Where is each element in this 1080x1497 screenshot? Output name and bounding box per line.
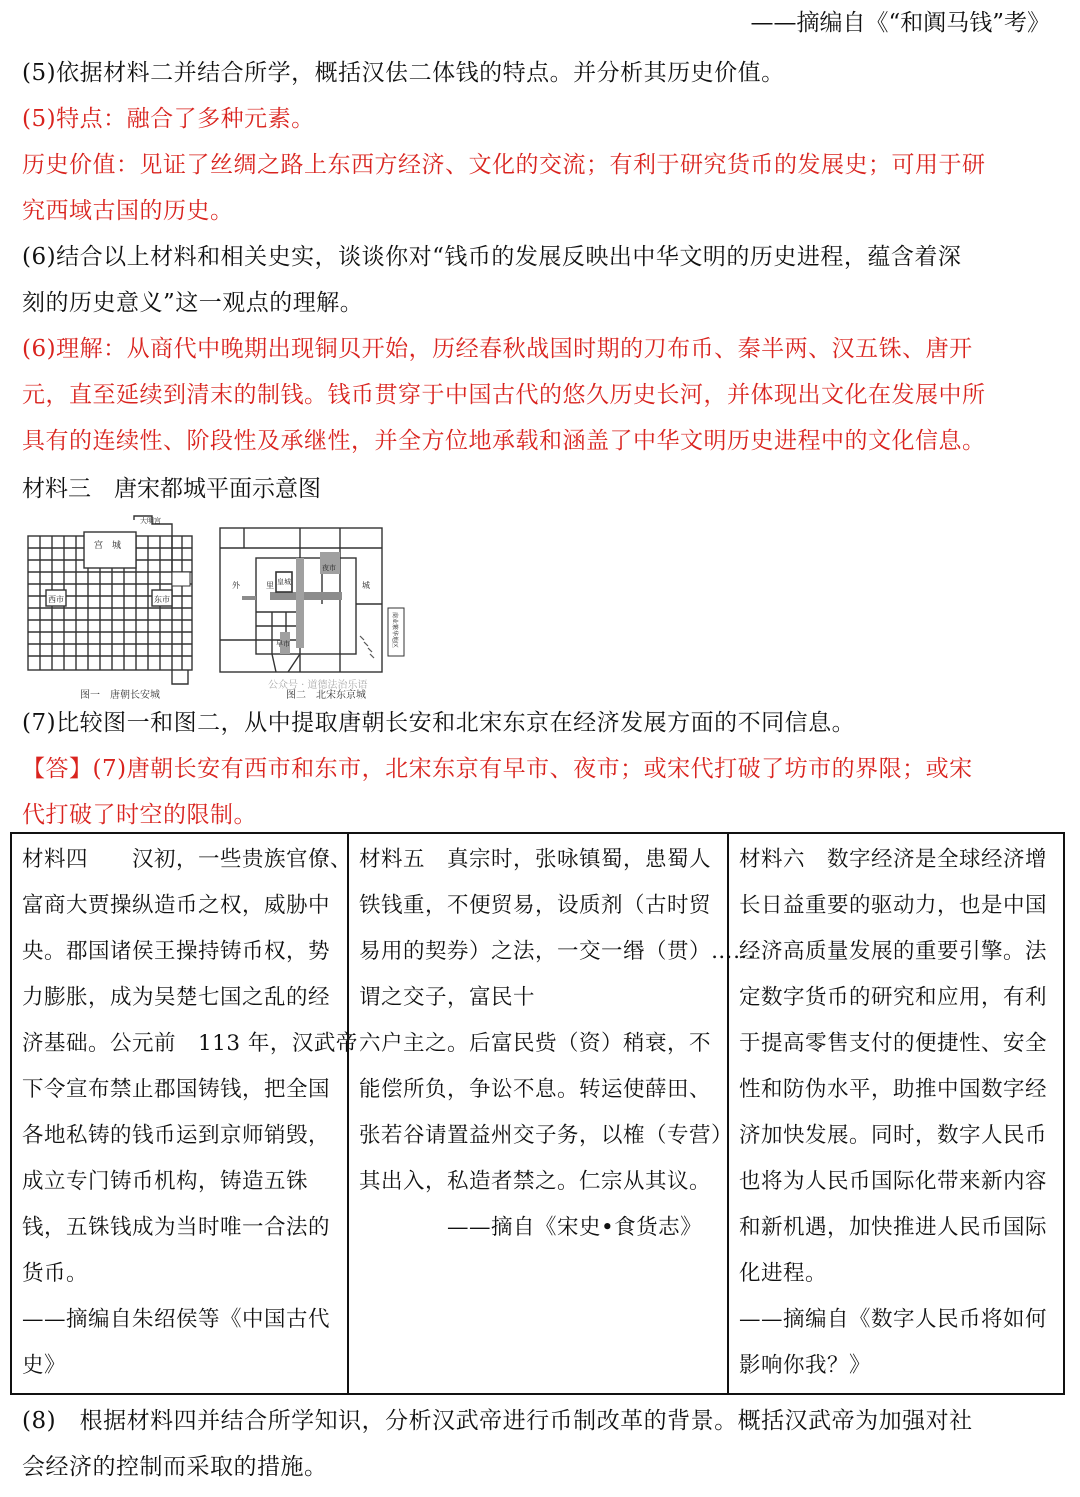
answer-7-line: 代打破了时空的限制。 (22, 802, 257, 828)
material-4-line: 材料四 汉初，一些贵族官僚、 (22, 847, 353, 872)
material-4-line: 力膨胀，成为吴楚七国之乱的经 (22, 985, 331, 1010)
answer-6-line: 元，直至延续到清末的制钱。钱币贯穿于中国古代的悠久历史长河，并体现出文化在发展中所 (22, 382, 986, 408)
label-commercial-area: 商业繁华地区 (391, 612, 398, 649)
material-6-source: ——摘编自《数字人民币将如何 (739, 1307, 1048, 1332)
material-5-line: 材料五 真宗时，张咏镇蜀，患蜀人 (359, 847, 712, 872)
material-4-cell (12, 834, 358, 1393)
watermark: 公众号 · 道德法治乐语 (268, 680, 368, 691)
answer-5-line: 究西域古国的历史。 (22, 198, 234, 224)
material-4-line: 钱，五铢钱成为当时唯一合法的 (22, 1215, 331, 1240)
material-6-cell (727, 834, 1063, 1393)
material-4-line: 央。郡国诸侯王操持铸币权，势 (22, 939, 331, 964)
changan-grid-figure (22, 512, 202, 698)
question-7: (7)比较图一和图二，从中提取唐朝长安和北宋东京在经济发展方面的不同信息。 (22, 710, 856, 736)
answer-5-line: 历史价值：见证了丝绸之路上东西方经济、文化的交流；有利于研究货币的发展史；可用于研 (22, 152, 986, 178)
material-5-cell (347, 834, 756, 1393)
label-east-market: 东市 (154, 595, 170, 604)
material-4-line: 下令宣布禁止郡国铸钱，把全国 (22, 1077, 331, 1102)
map-tang-changan (22, 512, 202, 698)
material-6-line: 和新机遇，加快推进人民币国际 (739, 1215, 1048, 1240)
label-palace: 宫 城 (94, 541, 122, 551)
material-6-line: 也将为人民币国际化带来新内容 (739, 1169, 1048, 1194)
answer-7-line: 【答】(7)唐朝长安有西市和东市，北宋东京有早市、夜市；或宋代打破了坊市的界限；或宋 (22, 756, 973, 782)
material-5-line: 能偿所负，争讼不息。转运使薛田、 (359, 1077, 712, 1102)
material-4-source: ——摘编自朱绍侯等《中国古代 (22, 1307, 331, 1332)
material-6-source: 影响你我？》 (739, 1353, 872, 1378)
label-city: 城 (362, 581, 370, 590)
question-6-line: (6)结合以上材料和相关史实，谈谈你对“钱币的发展反映出中华文明的历史进程，蕴含着深 (22, 244, 962, 270)
map-1-caption: 图一 唐朝长安城 (80, 690, 160, 701)
label-imperial-city: 皇城 (277, 578, 291, 586)
material-6-line: 于提高零售支付的便捷性、安全 (739, 1031, 1048, 1056)
material-6-line: 性和防伪水平，助推中国数字经 (739, 1077, 1048, 1102)
material-5-line: 张若谷请置益州交子务，以榷（专营） (359, 1123, 734, 1148)
material-5-line: 其出入，私造者禁之。仁宗从其议。 (359, 1169, 712, 1194)
label-night-market: 夜市 (322, 564, 336, 572)
material-4-line: 各地私铸的钱币运到京师销毁， (22, 1123, 331, 1148)
label-inner-city: 里 (266, 581, 274, 590)
question-8-line: (8) 根据材料四并结合所学知识，分析汉武帝进行币制改革的背景。概括汉武帝为加强对社 (22, 1408, 973, 1434)
question-6-line: 刻的历史意义”这一观点的理解。 (22, 290, 364, 316)
material-3-title: 材料三 唐宋都城平面示意图 (22, 476, 321, 502)
label-morning-market: 早市 (276, 640, 290, 648)
map-song-dongjing (212, 512, 422, 692)
material-6-line: 材料六 数字经济是全球经济增 (739, 847, 1048, 872)
source-citation: ——摘编自《“和阗马钱”考》 (750, 10, 1050, 36)
answer-5-line: (5)特点：融合了多种元素。 (22, 106, 315, 132)
material-6-line: 定数字货币的研究和应用，有利 (739, 985, 1048, 1010)
materials-table (10, 832, 1065, 1395)
material-6-line: 经济高质量发展的重要引擎。法 (739, 939, 1048, 964)
material-4-source: 史》 (22, 1353, 67, 1378)
material-6-line: 济加快发展。同时，数字人民币 (739, 1123, 1048, 1148)
label-west-market: 西市 (48, 595, 64, 604)
material-5-line: 六户主之。后富民赀（资）稍衰，不 (359, 1031, 712, 1056)
question-5: (5)依据材料二并结合所学，概括汉佉二体钱的特点。并分析其历史价值。 (22, 60, 785, 86)
material-5-line: 谓之交子，富民十 (359, 985, 536, 1010)
material-4-line: 成立专门铸币机构，铸造五铢 (22, 1169, 309, 1194)
material-4-line: 富商大贾操纵造币之权，威胁中 (22, 893, 331, 918)
dongjing-city-figure (212, 512, 422, 692)
question-8-line: 会经济的控制而采取的措施。 (22, 1454, 328, 1480)
material-4-line: 货币。 (22, 1261, 89, 1286)
label-outer-city: 外 (232, 581, 240, 590)
material-5-line: 铁钱重，不便贸易，设质剂（古时贸 (359, 893, 712, 918)
label-daming-palace: 大明宫 (140, 517, 161, 525)
material-6-line: 化进程。 (739, 1261, 828, 1286)
answer-6-line: 具有的连续性、阶段性及承继性，并全方位地承载和涵盖了中华文明历史进程中的文化信息。 (22, 428, 986, 454)
material-6-line: 长日益重要的驱动力，也是中国 (739, 893, 1048, 918)
map-2-caption: 图二 北宋东京城 (286, 690, 366, 701)
material-4-line: 济基础。公元前 113 年，汉武帝 (22, 1031, 358, 1056)
material-5-line: 易用的契券）之法，一交一缗（贯）…… (359, 939, 756, 964)
answer-6-line: (6)理解：从商代中晚期出现铜贝开始，历经春秋战国时期的刀布币、秦半两、汉五铢、唐开 (22, 336, 973, 362)
material-5-source: ——摘自《宋史•食货志》 (359, 1215, 703, 1240)
